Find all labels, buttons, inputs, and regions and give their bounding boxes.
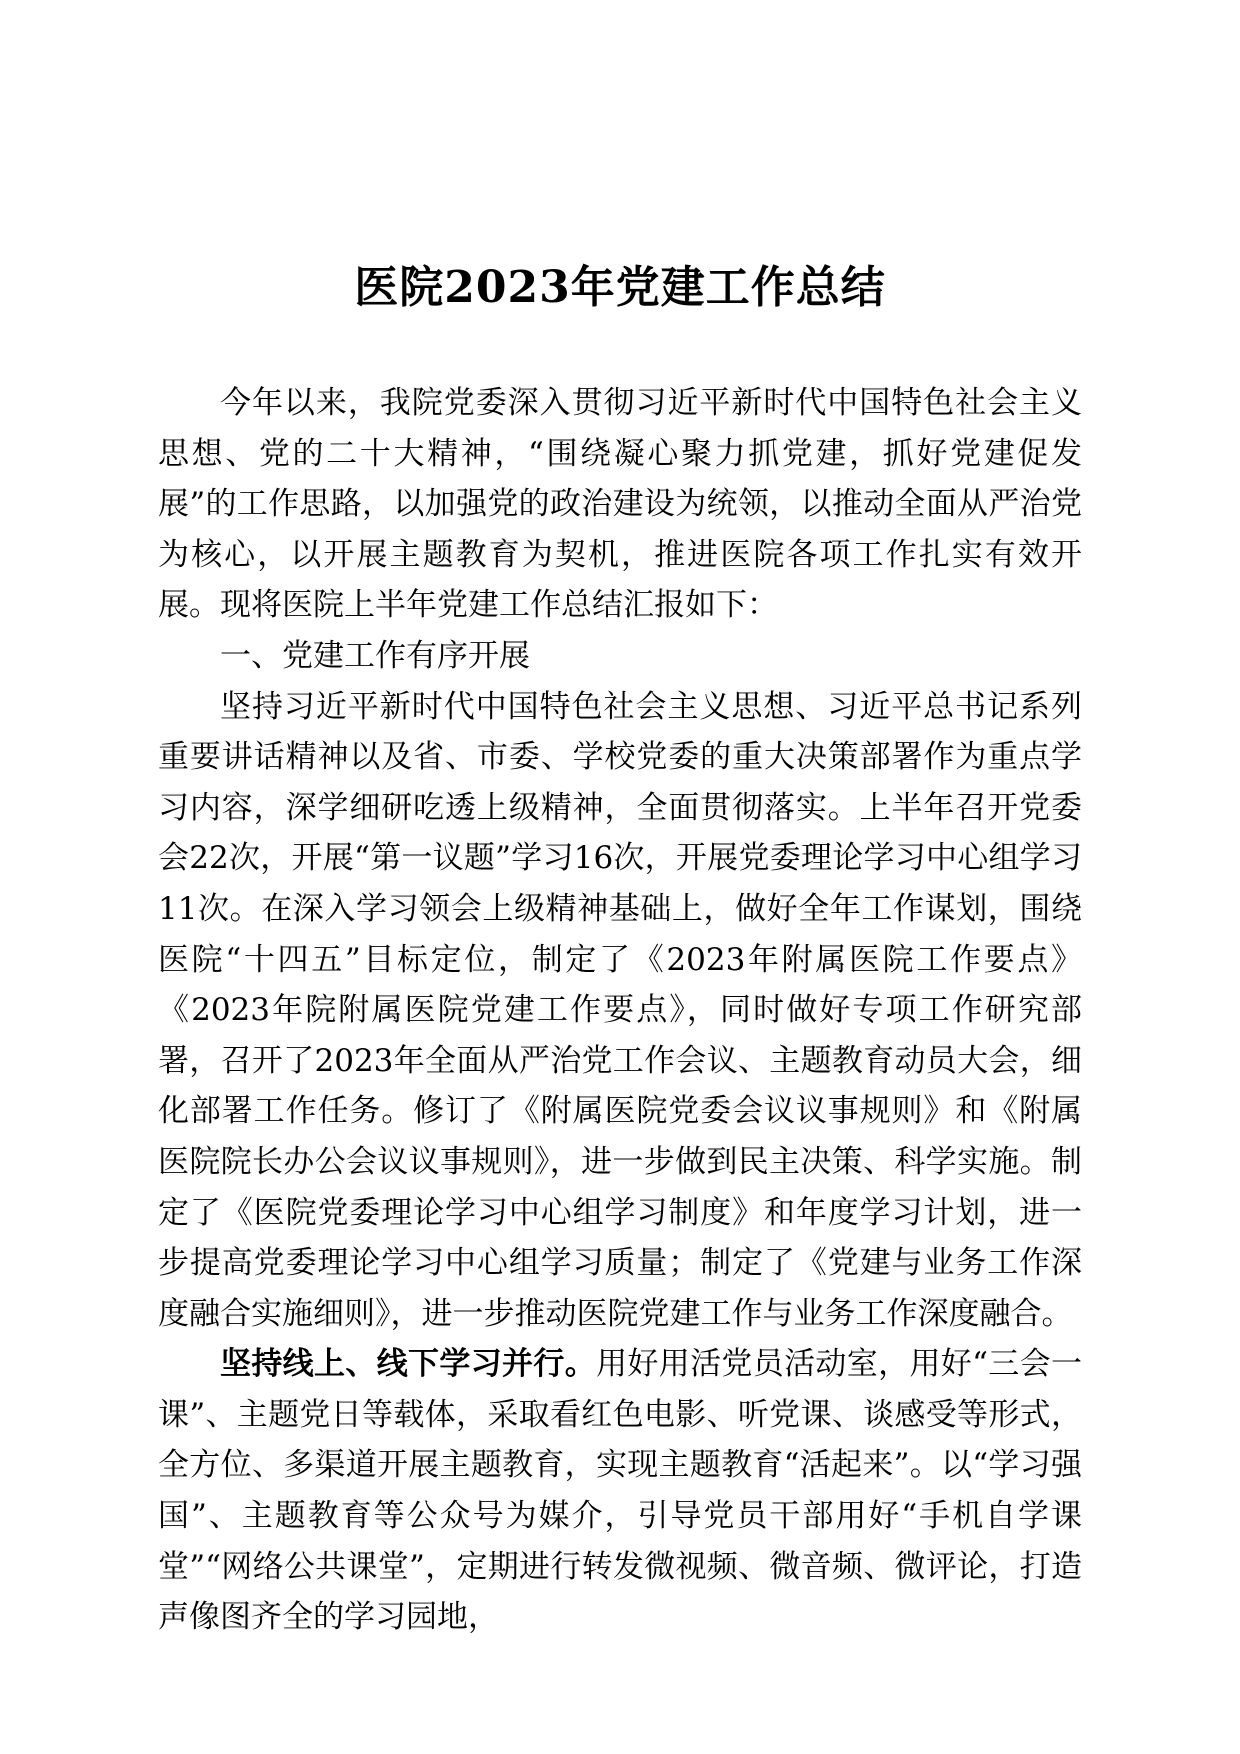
section-1-paragraph: 坚持习近平新时代中国特色社会主义思想、习近平总书记系列重要讲话精神以及省、市委、学校党委的重大决策部署作为重点学习内容，深学细研吃透上级精神，全面贯彻落实。上半年召开党委会22次，开展“第一议题”学习16次，开展党委理论学习中心组学习11次。在深入学习领会上级精神基础上，做好全年工作谋划，围绕医院“十四五”目标定位，制定了《2023年附属医院工作要点》《2023年院附属医院党建工作要点》，同时做好专项工作研究部署，召开了2023年全面从严治党工作会议、主题教育动员大会，细化部署工作任务。修订了《附属医院党委会议议事规则》和《附属医院院长办公会议议事规则》，进一步做到民主决策、科学实施。制定了《医院党委理论学习中心组学习制度》和年度学习计划，进一步提高党委理论学习中心组学习质量；制定了《党建与业务工作深度融合实施细则》，进一步推动医院党建工作与业务工作深度融合。 xyxy=(158,688,1082,1332)
intro-paragraph: 今年以来，我院党委深入贯彻习近平新时代中国特色社会主义思想、党的二十大精神，“围绕凝心聚力抓党建，抓好党建促发展”的工作思路，以加强党的政治建设为统领，以推动全面从严治党为核心，以开展主题教育为契机，推进医院各项工作扎实有效开展。现将医院上半年党建工作总结汇报如下： xyxy=(158,385,1082,624)
document-title: 医院2023年党建工作总结 xyxy=(354,262,886,313)
document-body xyxy=(158,378,1082,1643)
paragraph-body-text: 用好用活党员活动室，用好“三会一课”、主题党日等载体，采取看红色电影、听党课、谈感受等形式，全方位、多渠道开展主题教育，实现主题教育“活起来”。以“学习强国”、主题教育等公众号为媒介，引导党员干部用好“手机自学课堂”“网络公共课堂”，定期进行转发微视频、微音频、微评论，打造声像图齐全的学习园地， xyxy=(158,1346,1082,1636)
section-heading-1: 一、党建工作有序开展 xyxy=(220,637,530,674)
online-offline-paragraph xyxy=(158,1339,1082,1643)
paragraph-lead-text: 坚持线上、线下学习并行。 xyxy=(220,1346,597,1383)
